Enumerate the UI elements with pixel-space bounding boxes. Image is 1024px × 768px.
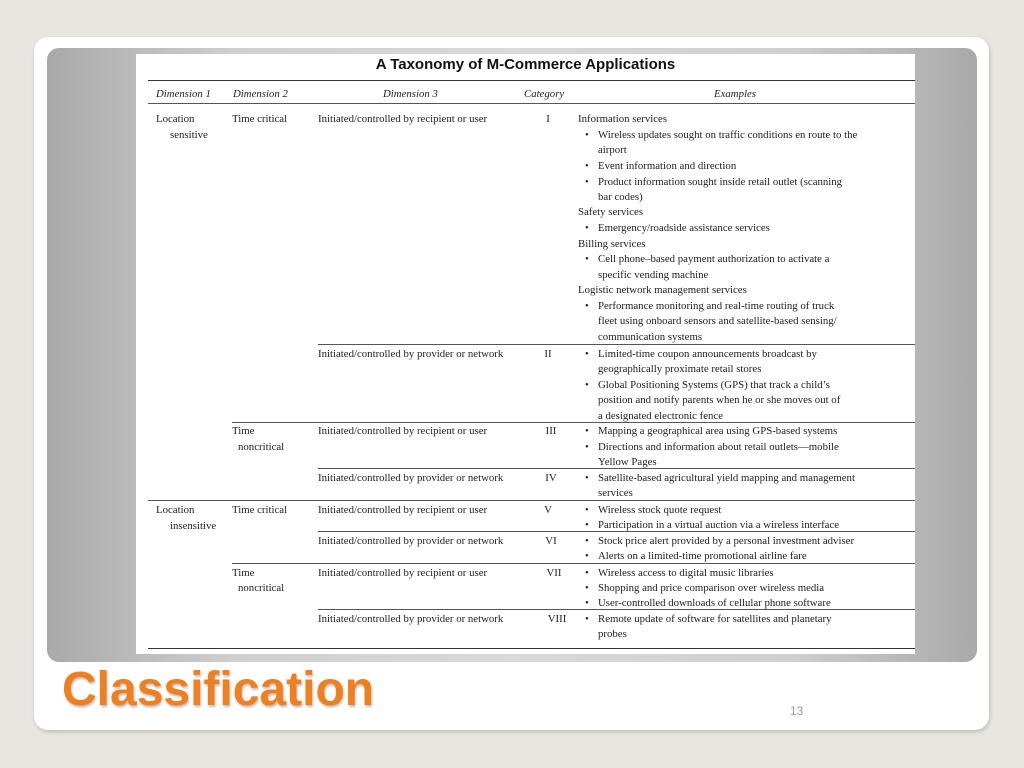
dim3-row-6: Initiated/controlled by provider or network bbox=[318, 535, 504, 547]
header-category: Category bbox=[524, 88, 565, 100]
slide-number: 13 bbox=[790, 704, 804, 718]
dim2-time-critical-insensitive: Time critical bbox=[232, 504, 288, 516]
example-bullet: • Global Positioning Systems (GPS) that track a child’s bbox=[598, 378, 830, 394]
example-bullet: • Mapping a geographical area using GPS-based systems bbox=[598, 424, 837, 440]
dim1-location-insensitive-line2: insensitive bbox=[170, 520, 217, 532]
example-heading-safety-services: Safety services bbox=[578, 206, 644, 218]
example-bullet: • Stock price alert provided by a personal investment adviser bbox=[598, 534, 854, 550]
category-5: V bbox=[544, 504, 552, 516]
taxonomy-table bbox=[136, 54, 915, 654]
category-3: III bbox=[545, 425, 557, 437]
example-bullet: • User-controlled downloads of cellular phone software bbox=[598, 596, 831, 612]
example-continuation: services bbox=[598, 487, 633, 499]
table-title: A Taxonomy of M-Commerce Applications bbox=[375, 56, 676, 73]
header-examples: Examples bbox=[714, 88, 756, 100]
dim3-row-4: Initiated/controlled by provider or network bbox=[318, 472, 504, 484]
example-continuation: position and notify parents when he or she moves out of bbox=[598, 394, 841, 406]
category-4: IV bbox=[545, 472, 557, 484]
example-heading-billing-services: Billing services bbox=[578, 238, 646, 250]
example-heading-information-services: Information services bbox=[578, 113, 668, 125]
example-continuation: airport bbox=[598, 144, 627, 156]
example-bullet: • Satellite-based agricultural yield mapping and management bbox=[598, 471, 855, 487]
dim3-row-3: Initiated/controlled by recipient or user bbox=[318, 425, 488, 437]
example-continuation: a designated electronic fence bbox=[598, 410, 723, 422]
example-bullet: • Shopping and price comparison over wireless media bbox=[598, 581, 824, 597]
example-continuation: Yellow Pages bbox=[598, 456, 657, 468]
example-bullet: • Alerts on a limited-time promotional airline fare bbox=[598, 549, 807, 565]
dim1-location-sensitive-line2: sensitive bbox=[170, 129, 208, 141]
example-bullet: • Event information and direction bbox=[598, 159, 736, 175]
header-bottom-rule bbox=[148, 103, 915, 104]
example-continuation: bar codes) bbox=[598, 191, 643, 203]
category-2: II bbox=[544, 348, 552, 360]
example-bullet: • Participation in a virtual auction via a wireless interface bbox=[598, 518, 839, 534]
example-bullet: • Performance monitoring and real-time routing of truck bbox=[598, 299, 834, 315]
example-heading-logistic-services: Logistic network management services bbox=[578, 284, 747, 296]
dim3-row-2: Initiated/controlled by provider or network bbox=[318, 348, 504, 360]
dim2-time-noncritical-sensitive-line1: Time bbox=[232, 425, 255, 437]
dim2-time-critical-sensitive: Time critical bbox=[232, 113, 288, 125]
category-6: VI bbox=[545, 535, 557, 547]
example-continuation: communication systems bbox=[598, 331, 703, 343]
category-7: VII bbox=[546, 567, 562, 579]
dim1-location-sensitive-line1: Location bbox=[156, 113, 195, 125]
dim3-row-8: Initiated/controlled by provider or network bbox=[318, 613, 504, 625]
header-dimension-3: Dimension 3 bbox=[383, 88, 438, 100]
example-bullet: • Product information sought inside retail outlet (scanning bbox=[598, 175, 842, 191]
category-1: I bbox=[546, 113, 550, 125]
example-continuation: specific vending machine bbox=[598, 269, 709, 281]
category-8: VIII bbox=[547, 613, 567, 625]
example-bullet: • Wireless updates sought on traffic conditions en route to the bbox=[598, 128, 857, 144]
example-continuation: geographically proximate retail stores bbox=[598, 363, 762, 375]
example-bullet: • Directions and information about retail outlets—mobile bbox=[598, 440, 839, 456]
example-bullet: • Remote update of software for satellites and planetary bbox=[598, 612, 832, 628]
row-rule-4-5 bbox=[148, 500, 915, 501]
example-bullet: • Emergency/roadside assistance services bbox=[598, 221, 770, 237]
dim3-row-1: Initiated/controlled by recipient or user bbox=[318, 113, 488, 125]
example-bullet: • Wireless stock quote request bbox=[598, 503, 721, 519]
example-bullet: • Wireless access to digital music libraries bbox=[598, 566, 774, 582]
header-dimension-1: Dimension 1 bbox=[156, 88, 211, 100]
dim3-row-7: Initiated/controlled by recipient or user bbox=[318, 567, 488, 579]
table-top-rule bbox=[148, 80, 915, 81]
row-rule-2-3 bbox=[232, 422, 915, 423]
header-dimension-2: Dimension 2 bbox=[233, 88, 288, 100]
dim2-time-noncritical-insensitive-line1: Time bbox=[232, 567, 255, 579]
dim2-time-noncritical-sensitive-line2: noncritical bbox=[238, 441, 285, 453]
slide-title: Classification bbox=[62, 663, 375, 716]
row-rule-6-7 bbox=[232, 563, 915, 564]
example-bullet: • Cell phone–based payment authorization to activate a bbox=[598, 252, 829, 268]
dim3-row-5: Initiated/controlled by recipient or user bbox=[318, 504, 488, 516]
dim2-time-noncritical-insensitive-line2: noncritical bbox=[238, 582, 285, 594]
example-continuation: probes bbox=[598, 628, 627, 640]
dim1-location-insensitive-line1: Location bbox=[156, 504, 195, 516]
example-bullet: • Limited-time coupon announcements broadcast by bbox=[598, 347, 817, 363]
example-continuation: fleet using onboard sensors and satellite-based sensing/ bbox=[598, 315, 837, 327]
table-bottom-rule bbox=[148, 648, 915, 649]
